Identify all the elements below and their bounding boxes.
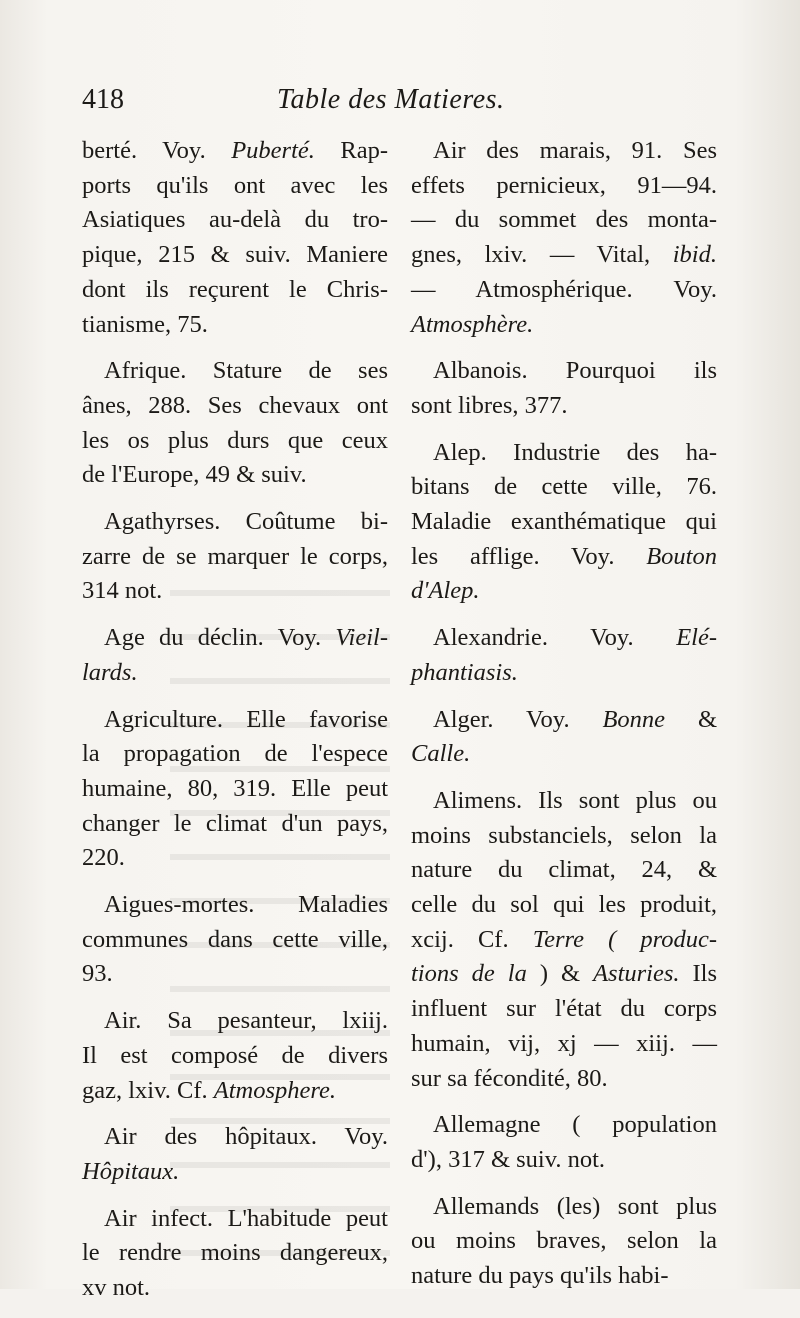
text-run: zarre de se marquer le corps, (82, 542, 388, 570)
text-run: Maladie exanthématique qui (411, 508, 717, 536)
text-run: Alep. Industrie des ha- (433, 438, 717, 466)
index-line (411, 1190, 717, 1225)
index-line (411, 540, 717, 575)
text-run: Alger. Voy. (433, 705, 603, 733)
index-line (411, 621, 717, 656)
text-run: 93. (82, 960, 113, 988)
index-line (82, 203, 388, 238)
italic-reference: lards. (82, 658, 138, 686)
text-run: Air infect. L'habitude peut (104, 1204, 388, 1232)
index-line (82, 424, 388, 459)
text-run: Agathyrses. Coûtume bi- (104, 508, 388, 536)
text-run: Il est composé de divers (82, 1041, 388, 1069)
index-line (411, 436, 717, 471)
index-entry (82, 354, 388, 493)
text-run: sur sa fécondité, 80. (411, 1064, 608, 1092)
index-column-left (82, 134, 388, 1318)
index-line (411, 354, 717, 389)
italic-reference: phantiasis. (411, 658, 518, 686)
index-line (411, 505, 717, 540)
italic-reference: d'Alep. (411, 577, 480, 605)
text-run: de l'Europe, 49 & suiv. (82, 461, 307, 489)
text-run: Rap- (314, 137, 389, 164)
index-line (82, 1004, 388, 1039)
italic-reference: Bouton (646, 542, 717, 570)
text-run: influent sur l'état du corps (411, 995, 717, 1023)
index-line (411, 389, 717, 424)
index-entry (82, 621, 388, 690)
index-line (82, 574, 388, 609)
index-entry (411, 1190, 717, 1294)
text-run: 220. (82, 844, 125, 872)
text-run: 314 not. (82, 577, 163, 605)
index-line (82, 505, 388, 540)
text-run: communes dans cette ville, (82, 925, 388, 953)
text-run: gaz, lxiv. Cf. (82, 1076, 214, 1104)
index-entry (411, 784, 717, 1096)
index-line (411, 923, 717, 958)
index-line (82, 807, 388, 842)
index-line (82, 1202, 388, 1237)
index-line (82, 621, 388, 656)
index-line (82, 1155, 388, 1190)
index-line (82, 458, 388, 493)
page-number: 418 (82, 84, 124, 115)
index-entry (411, 703, 717, 772)
page-header (82, 84, 722, 124)
text-run: berté. Voy. (82, 137, 232, 164)
index-line (411, 784, 717, 819)
text-run: moins substanciels, selon la (411, 821, 717, 849)
text-run: effets pernicieux, 91—94. (411, 171, 717, 199)
index-line (411, 273, 717, 308)
text-run: la propagation de l'espece (82, 740, 388, 768)
italic-reference: ibid. (672, 241, 717, 269)
text-run: ) & (526, 960, 594, 988)
text-run: Air des marais, 91. Ses (433, 137, 717, 164)
index-line (411, 888, 717, 923)
text-run: les os plus durs que ceux (82, 426, 388, 454)
index-line (411, 992, 717, 1027)
index-line (411, 703, 717, 738)
running-title: Table des Matieres. (277, 84, 505, 115)
text-run: Air des hôpitaux. Voy. (104, 1123, 388, 1151)
text-run: Allemands (les) sont plus (433, 1192, 717, 1220)
text-run: ânes, 288. Ses chevaux ont (82, 391, 388, 419)
text-run: ports qu'ils ont avec les (82, 171, 388, 199)
index-line (411, 656, 717, 691)
index-line (82, 888, 388, 923)
index-line (82, 923, 388, 958)
italic-reference: Asturies. (593, 960, 680, 988)
index-line (411, 203, 717, 238)
text-run: — Atmosphérique. Voy. (411, 275, 717, 303)
index-line (411, 574, 717, 609)
index-entry (411, 1108, 717, 1177)
text-run: humain, vij, xj — xiij. — (411, 1029, 717, 1057)
index-line (411, 308, 717, 343)
index-line (82, 1039, 388, 1074)
index-line (82, 737, 388, 772)
index-line (411, 819, 717, 854)
index-entry (411, 354, 717, 423)
index-line (411, 169, 717, 204)
text-run: Asiatiques au-delà du tro- (82, 206, 388, 234)
index-entry (411, 436, 717, 610)
text-run: dont ils reçurent le Chris- (82, 275, 388, 303)
index-line (82, 273, 388, 308)
index-line (82, 1271, 388, 1306)
index-line (82, 308, 388, 343)
text-run: Alimens. Ils sont plus ou (433, 786, 717, 814)
italic-reference: Vieil- (335, 624, 388, 652)
index-line (82, 703, 388, 738)
text-run: Aigues-mortes. Maladies (104, 891, 388, 919)
index-line (82, 134, 388, 169)
text-run: Albanois. Pourquoi ils (433, 357, 717, 385)
italic-reference: Atmosphère. (411, 310, 534, 338)
index-line (82, 354, 388, 389)
italic-reference: Calle. (411, 740, 471, 768)
index-entry (411, 134, 717, 342)
text-run: xv not. (82, 1274, 151, 1302)
index-line (82, 1236, 388, 1271)
italic-reference: Puberté. (231, 137, 315, 164)
index-line (82, 1120, 388, 1155)
italic-reference: Atmosphere. (213, 1076, 337, 1104)
index-line (82, 389, 388, 424)
text-run: Allemagne ( population (433, 1111, 717, 1139)
index-line (411, 1224, 717, 1259)
text-run: Agriculture. Elle favorise (104, 705, 388, 733)
index-line (82, 540, 388, 575)
index-line (411, 238, 717, 273)
index-line (82, 772, 388, 807)
index-line (82, 169, 388, 204)
index-line (82, 238, 388, 273)
text-run: & (665, 705, 718, 733)
index-entry (82, 1004, 388, 1108)
italic-reference: Hôpitaux. (82, 1157, 180, 1185)
index-entry (82, 1120, 388, 1189)
index-line (411, 1027, 717, 1062)
italic-reference: Elé- (676, 624, 717, 652)
index-entry (82, 134, 388, 342)
index-line (411, 1062, 717, 1097)
text-run: les afflige. Voy. (411, 542, 647, 570)
text-run: Ils (679, 960, 717, 988)
text-run: nature du pays qu'ils habi- (411, 1262, 669, 1290)
italic-reference: Bonne (602, 705, 666, 733)
index-line (82, 957, 388, 992)
text-run: humaine, 80, 319. Elle peut (82, 774, 388, 802)
index-entry (82, 703, 388, 877)
index-line (82, 656, 388, 691)
italic-reference: tions de la (411, 960, 527, 988)
text-run: Afrique. Stature de ses (104, 357, 388, 385)
text-run: nature du climat, 24, & (411, 856, 717, 884)
text-run: bitans de cette ville, 76. (411, 473, 717, 501)
index-entry (82, 1202, 388, 1306)
text-run: celle du sol qui les produit, (411, 891, 717, 919)
text-run: tianisme, 75. (82, 310, 208, 338)
text-run: le rendre moins dangereux, (82, 1239, 388, 1267)
text-run: Alexandrie. Voy. (433, 624, 677, 652)
index-column-right (411, 134, 717, 1306)
text-run: Age du déclin. Voy. (104, 624, 336, 652)
index-line (411, 737, 717, 772)
index-entry (82, 505, 388, 609)
text-run: pique, 215 & suiv. Maniere (82, 241, 388, 269)
text-run: xcij. Cf. (411, 925, 533, 953)
index-line (411, 134, 717, 169)
text-run: — du sommet des monta- (411, 206, 717, 234)
index-line (411, 470, 717, 505)
index-line (82, 841, 388, 876)
text-run: d'), 317 & suiv. not. (411, 1145, 606, 1173)
index-entry (82, 888, 388, 992)
index-line (411, 1108, 717, 1143)
index-line (411, 853, 717, 888)
index-entry (411, 621, 717, 690)
index-line (411, 957, 717, 992)
text-run: Air. Sa pesanteur, lxiij. (104, 1007, 388, 1035)
text-run: sont libres, 377. (411, 391, 568, 419)
index-line (411, 1143, 717, 1178)
index-line (82, 1074, 388, 1109)
text-run: gnes, lxiv. — Vital, (411, 241, 673, 269)
text-run: ou moins braves, selon la (411, 1227, 717, 1255)
text-run: changer le climat d'un pays, (82, 809, 388, 837)
italic-reference: Terre ( produc- (532, 925, 717, 953)
